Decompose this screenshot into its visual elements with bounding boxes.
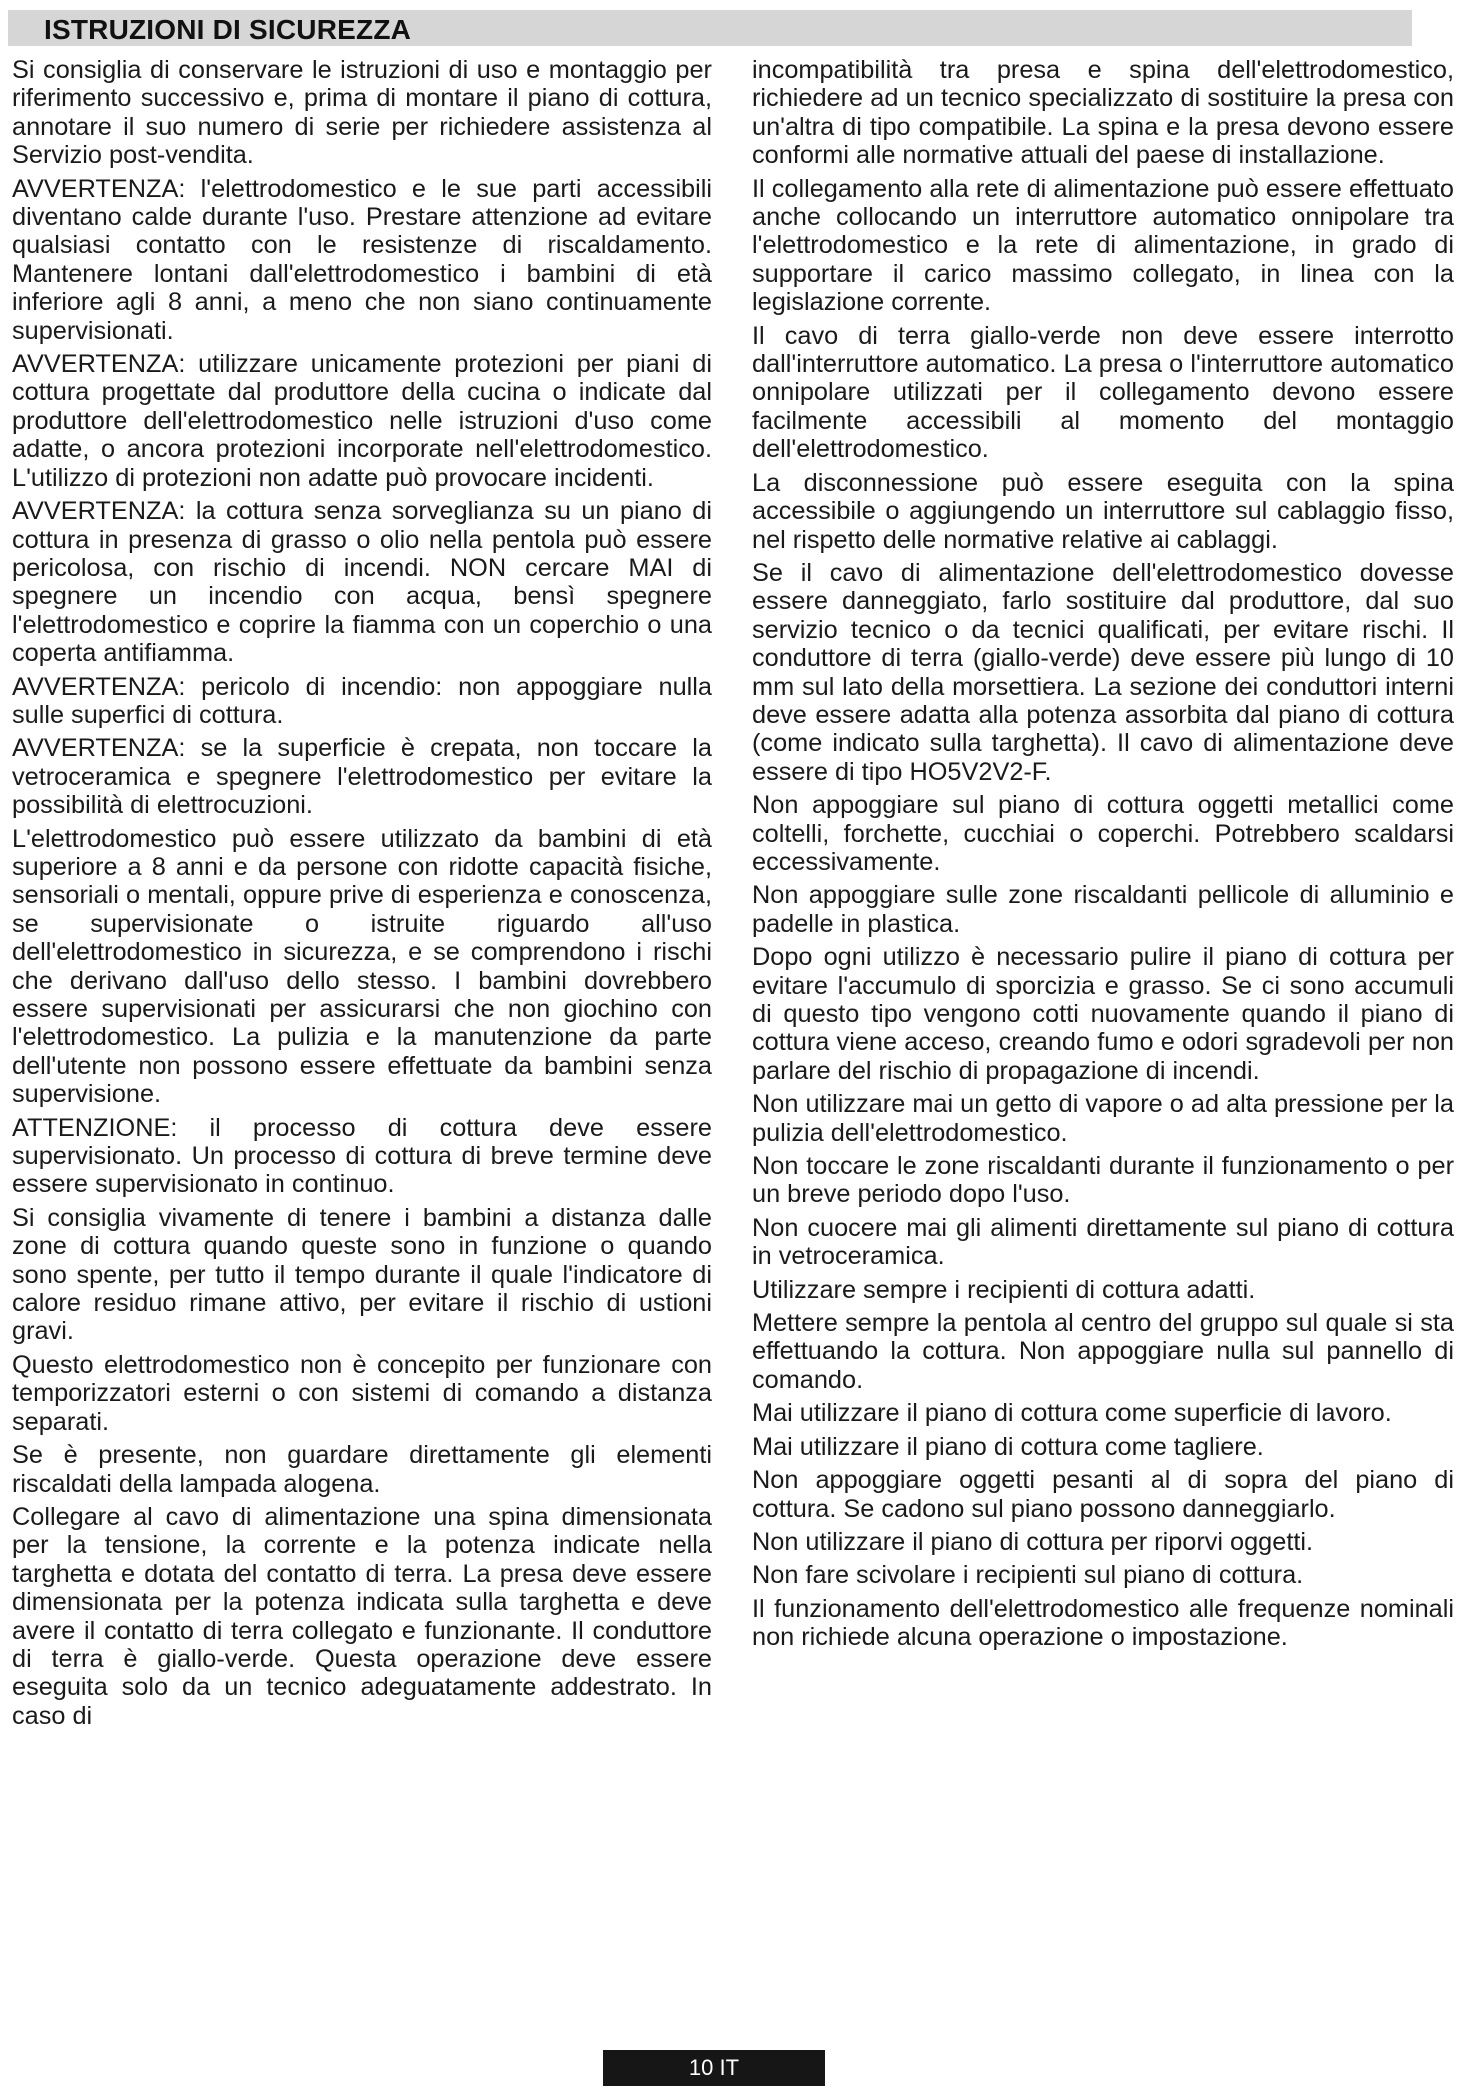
paragraph: Non appoggiare sul piano di cottura oggetti metallici come coltelli, forchette, cucchiai o coperchi. Potrebbero scaldarsi eccessivamente. <box>752 791 1454 876</box>
paragraph: Non fare scivolare i recipienti sul piano di cottura. <box>752 1561 1304 1590</box>
paragraph: AVVERTENZA: l'elettrodomestico e le sue parti accessibili diventano calde durante l'uso. Prestare attenzione ad evitare qualsiasi contatto con le resistenze di riscaldamento. Mantenere lontani dall'elettrodomestico i bambini di età inferiore agli 8 anni, a meno che non siano continuamente supervisionati. <box>12 174 712 345</box>
page-number: 10 IT <box>688 2055 740 2080</box>
paragraph: AVVERTENZA: utilizzare unicamente protezioni per piani di cottura progettate dal produttore della cucina o indicate dal produttore dell'elettrodomestico nelle istruzioni d'uso come adatte, o ancora protezioni incorporate nell'elettrodomestico. L'utilizzo di protezioni non adatte può provocare incidenti. <box>12 350 712 492</box>
paragraph: Non utilizzare il piano di cottura per riporvi oggetti. <box>752 1527 1314 1556</box>
paragraph: Il collegamento alla rete di alimentazione può essere effettuato anche collocando un interruttore automatico onnipolare tra l'elettrodomestico e la rete di alimentazione, in grado di supportare il carico massimo collegato, in linea con la legislazione corrente. <box>752 174 1454 317</box>
paragraph: Collegare al cavo di alimentazione una spina dimensionata per la tensione, la corrente e la potenza indicate nella targhetta e dotata del contatto di terra. La presa deve essere dimensionata per la potenza indicata sulla targhetta e deve avere il contatto di terra collegato e funzionante. Il conduttore di terra è giallo-verde. Questa operazione deve essere eseguita solo da un tecnico adeguatamente addestrato. In caso di <box>12 1502 712 1730</box>
paragraph: Si consiglia vivamente di tenere i bambini a distanza dalle zone di cottura quando queste sono in funzione o quando sono spente, per tutto il tempo durante il quale l'indicatore di calore residuo rimane attivo, per evitare il rischio di ustioni gravi. <box>12 1203 712 1346</box>
paragraph: Non cuocere mai gli alimenti direttamente sul piano di cottura in vetroceramica. <box>752 1213 1454 1271</box>
paragraph: Il cavo di terra giallo-verde non deve essere interrotto dall'interruttore automatico. La presa o l'interruttore automatico onnipolare utilizzati per il collegamento devono essere facilmente accessibili al momento del montaggio dell'elettrodomestico. <box>752 321 1454 464</box>
paragraph: Non toccare le zone riscaldanti durante il funzionamento o per un breve periodo dopo l'uso. <box>752 1152 1454 1209</box>
paragraph: ATTENZIONE: il processo di cottura deve essere supervisionato. Un processo di cottura di breve termine deve essere supervisionato in continuo. <box>12 1113 712 1199</box>
section-header-bar <box>8 10 1412 46</box>
page-number-badge <box>603 2050 825 2086</box>
paragraph: Non appoggiare sulle zone riscaldanti pellicole di alluminio e padelle in plastica. <box>752 881 1454 938</box>
paragraph: Dopo ogni utilizzo è necessario pulire il piano di cottura per evitare l'accumulo di sporcizia e grasso. Se ci sono accumuli di questo tipo vengono cotti nuovamente quando il piano di cottura viene acceso, creando fumo e odori sgradevoli per non parlare del rischio di propagazione di incendi. <box>752 943 1454 1085</box>
paragraph: Non utilizzare mai un getto di vapore o ad alta pressione per la pulizia dell'elettrodomestico. <box>752 1090 1454 1147</box>
paragraph: L'elettrodomestico può essere utilizzato da bambini di età superiore a 8 anni e da persone con ridotte capacità fisiche, sensoriali o mentali, oppure prive di esperienza e conoscenza, se supervisionate o istruite riguardo all'uso dell'elettrodomestico in sicurezza, e se comprendono i rischi che derivano dall'uso dello stesso. I bambini dovrebbero essere supervisionati per assicurarsi che non giochino con l'elettrodomestico. La pulizia e la manutenzione da parte dell'utente non possono essere effettuate da bambini senza supervisione. <box>12 824 712 1109</box>
paragraph: Se è presente, non guardare direttamente gli elementi riscaldati della lampada alogena. <box>12 1441 712 1498</box>
paragraph: La disconnessione può essere eseguita con la spina accessibile o aggiungendo un interruttore sul cablaggio fisso, nel rispetto delle normative relative ai cablaggi. <box>752 468 1454 554</box>
paragraph: Se il cavo di alimentazione dell'elettrodomestico dovesse essere danneggiato, farlo sostituire dal produttore, dal suo servizio tecnico o da tecnici qualificati, per evitare rischi. Il conduttore di terra (giallo-verde) deve essere più lungo di 10 mm sul lato della morsettiera. La sezione dei conduttori interni deve essere adatta alla potenza assorbita dal piano di cottura (come indicato sulla targhetta). Il cavo di alimentazione deve essere di tipo HO5V2V2-F. <box>752 558 1454 786</box>
paragraph: Utilizzare sempre i recipienti di cottura adatti. <box>752 1275 1256 1304</box>
paragraph: AVVERTENZA: la cottura senza sorveglianza su un piano di cottura in presenza di grasso o olio nella pentola può essere pericolosa, con rischio di incendi. NON cercare MAI di spegnere un incendio con acqua, bensì spegnere l'elettrodomestico e coprire la fiamma con un coperchio o una coperta antifiamma. <box>12 497 712 668</box>
paragraph: Il funzionamento dell'elettrodomestico alle frequenze nominali non richiede alcuna operazione o impostazione. <box>752 1594 1454 1652</box>
right-column <box>752 56 1454 1657</box>
paragraph: incompatibilità tra presa e spina dell'elettrodomestico, richiedere ad un tecnico specializzato di sostituire la presa con un'altra di tipo compatibile. La spina e la presa devono essere conformi alle normative attuali del paese di installazione. <box>752 56 1454 170</box>
paragraph: Si consiglia di conservare le istruzioni di uso e montaggio per riferimento successivo e, prima di montare il piano di cottura, annotare il suo numero di serie per richiedere assistenza al Servizio post-vendita. <box>12 56 712 170</box>
paragraph: Mai utilizzare il piano di cottura come superficie di lavoro. <box>752 1399 1392 1428</box>
paragraph: Mettere sempre la pentola al centro del gruppo sul quale si sta effettuando la cottura. Non appoggiare nulla sul pannello di comando. <box>752 1309 1454 1394</box>
left-column <box>12 56 712 1735</box>
paragraph: AVVERTENZA: pericolo di incendio: non appoggiare nulla sulle superfici di cottura. <box>12 672 712 729</box>
paragraph: Mai utilizzare il piano di cottura come tagliere. <box>752 1432 1264 1461</box>
paragraph: Non appoggiare oggetti pesanti al di sopra del piano di cottura. Se cadono sul piano possono danneggiarlo. <box>752 1466 1454 1523</box>
paragraph: Questo elettrodomestico non è concepito per funzionare con temporizzatori esterni o con sistemi di comando a distanza separati. <box>12 1350 712 1436</box>
paragraph: AVVERTENZA: se la superficie è crepata, non toccare la vetroceramica e spegnere l'elettrodomestico per evitare la possibilità di elettrocuzioni. <box>12 734 712 820</box>
section-title: ISTRUZIONI DI SICUREZZA <box>44 14 412 45</box>
